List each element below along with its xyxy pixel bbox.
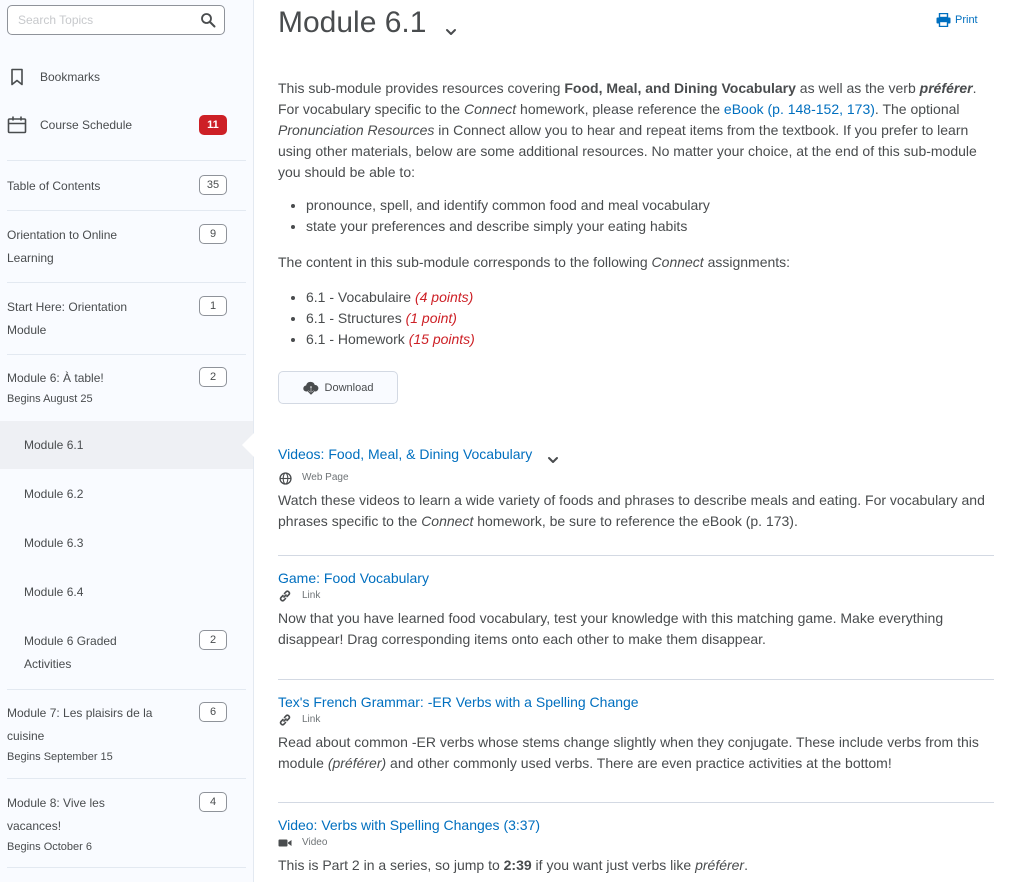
- count-badge: 9: [199, 224, 227, 244]
- assignment-name: 6.1 - Homework: [306, 331, 409, 347]
- toc-item-module-6-1[interactable]: [0, 434, 253, 458]
- toc-label: Module 8: Vive les vacances!: [7, 796, 105, 833]
- topic-link[interactable]: Video: Verbs with Spelling Changes (3:37): [278, 817, 541, 833]
- divider: [7, 867, 246, 868]
- toc-item-table-of-contents[interactable]: [0, 175, 253, 199]
- intro-paragraph: [278, 78, 994, 183]
- link-icon: [278, 589, 292, 603]
- toc-label: Module 6 Graded Activities: [24, 634, 117, 671]
- toc-label-group: [7, 702, 157, 765]
- bookmarks-label: Bookmarks: [40, 70, 101, 84]
- topic-type-label: Link: [302, 714, 321, 725]
- text-bold-italic: préférer: [919, 80, 973, 96]
- text: homework, be sure to reference the eBook (p. 173).: [473, 513, 798, 529]
- toc-label: Module 6: À table!: [7, 371, 104, 385]
- divider: [7, 778, 246, 779]
- text-italic: Pronunciation Resources: [278, 122, 435, 138]
- toc-item-start-here[interactable]: [0, 296, 253, 342]
- topic-item: [278, 815, 994, 876]
- begins-date: Begins October 6: [7, 841, 92, 853]
- toc-label: Module 6.2: [24, 487, 84, 501]
- text: Now that you have learned food vocabulary, test your knowledge with this matching game. Make everything disappear! Drag corresponding items onto each other to make them disappear.: [278, 610, 944, 647]
- text: Watch these videos to learn a wide variety of foods and phrases to describe meals and eating. For vocabulary and phrases specific to the: [278, 492, 985, 529]
- list-item: • pronounce, spell, and identify common food and meal vocabulary: [306, 195, 994, 216]
- bookmark-icon: [7, 67, 27, 87]
- count-badge: 2: [199, 367, 227, 387]
- divider: [7, 354, 246, 355]
- topic-item: [278, 444, 994, 532]
- objectives-list: [278, 195, 994, 237]
- course-schedule-label: Course Schedule: [40, 118, 133, 132]
- topic-link[interactable]: Videos: Food, Meal, & Dining Vocabulary: [278, 446, 533, 462]
- toc-item-orientation[interactable]: [0, 224, 253, 270]
- text-italic: préférer: [695, 857, 745, 873]
- toc-label: Module 6.1: [24, 438, 84, 452]
- text: as well as the verb: [795, 80, 920, 96]
- page-title: Module 6.1: [278, 6, 427, 39]
- toc-label: Start Here: Orientation Module: [7, 300, 128, 337]
- topic-description: [278, 732, 994, 774]
- list-item: • state your preferences and describe simply your eating habits: [306, 216, 994, 237]
- begins-date: Begins September 15: [7, 751, 113, 763]
- topic-description: [278, 855, 994, 876]
- toc-label: Module 6.4: [24, 585, 84, 599]
- topic-type-label: Link: [302, 590, 321, 601]
- text: assignments:: [703, 254, 791, 270]
- printer-icon: [936, 13, 951, 27]
- toc-label-group: [7, 367, 157, 407]
- list-item: [306, 287, 994, 308]
- print-label: Print: [955, 14, 978, 26]
- topic-type-label: Video: [302, 837, 328, 848]
- chevron-down-icon[interactable]: [444, 24, 458, 42]
- assignments-paragraph: [278, 252, 994, 273]
- topic-description: [278, 608, 994, 650]
- text: .: [744, 857, 748, 873]
- divider: [7, 210, 246, 211]
- assignment-name: 6.1 - Structures: [306, 310, 406, 326]
- topic-link[interactable]: Game: Food Vocabulary: [278, 570, 429, 586]
- toc-label-group: [7, 792, 127, 855]
- divider: [278, 679, 994, 680]
- chevron-down-icon[interactable]: [546, 452, 560, 470]
- text: if you want just verbs like: [531, 857, 696, 873]
- list-item: [306, 308, 994, 329]
- toc-label: Module 6.3: [24, 536, 84, 550]
- topic-type-label: Web Page: [302, 472, 349, 483]
- topic-type: [278, 589, 994, 603]
- count-badge: 6: [199, 702, 227, 722]
- text: . For vocabulary specific to the: [278, 80, 977, 117]
- assignment-points: (15 points): [408, 331, 475, 347]
- topic-description: [278, 490, 994, 532]
- assignment-name: 6.1 - Vocabulaire: [306, 289, 415, 305]
- count-badge: 2: [199, 630, 227, 650]
- search-field: [7, 5, 225, 35]
- count-badge: 1: [199, 296, 227, 316]
- text: homework, please reference the: [516, 101, 724, 117]
- link-icon: [278, 713, 292, 727]
- divider: [7, 689, 246, 690]
- text: This is Part 2 in a series, so jump to: [278, 857, 504, 873]
- begins-date: Begins August 25: [7, 393, 93, 405]
- print-button[interactable]: [936, 13, 978, 27]
- toc-label: Table of Contents: [7, 179, 101, 193]
- assignments-list: [278, 287, 994, 350]
- text-bold: Food, Meal, and Dining Vocabulary: [564, 80, 796, 96]
- toc-item-module-7[interactable]: [0, 702, 253, 764]
- globe-icon: [278, 471, 292, 485]
- topic-type: [278, 471, 994, 485]
- video-camera-icon: [278, 836, 292, 850]
- text: and other commonly used verbs. There are even practice activities at the bottom!: [386, 755, 892, 771]
- download-button[interactable]: [278, 371, 398, 404]
- search-icon[interactable]: [200, 12, 218, 30]
- topic-type: [278, 713, 994, 727]
- course-schedule-link[interactable]: [7, 115, 132, 135]
- count-badge: 35: [199, 175, 227, 195]
- toc-item-module-6[interactable]: [0, 367, 253, 409]
- sidebar: [0, 0, 254, 882]
- text-italic: (préférer): [327, 755, 387, 771]
- cloud-download-icon: [303, 381, 319, 395]
- toc-label: Orientation to Online Learning: [7, 228, 118, 265]
- bookmarks-link[interactable]: [7, 67, 100, 87]
- toc-item-module-6-4[interactable]: [0, 581, 253, 605]
- toc-item-module-6-graded[interactable]: [0, 630, 253, 676]
- ebook-link[interactable]: eBook (p. 148-152, 173): [723, 101, 875, 117]
- count-badge: 4: [199, 792, 227, 812]
- toc-label: Module 7: Les plaisirs de la cuisine: [7, 706, 153, 743]
- schedule-count-badge: 11: [199, 115, 227, 135]
- text: in Connect allow you to hear and repeat items from the textbook. If you prefer to learn using other materials, below are some additional resources. No matter your choice, at the end of this sub-module you should be able to:: [278, 122, 977, 180]
- divider: [7, 282, 246, 283]
- text: This sub-module provides resources covering: [278, 80, 565, 96]
- download-label: Download: [324, 381, 374, 394]
- topic-type: [278, 836, 994, 850]
- text: . The optional: [874, 101, 960, 117]
- assignment-points: (1 point): [405, 310, 457, 326]
- toc-item-module-6-3[interactable]: [0, 532, 253, 556]
- divider: [278, 802, 994, 803]
- text-italic: Connect: [421, 513, 474, 529]
- toc-item-module-8[interactable]: [0, 792, 253, 854]
- toc-item-module-6-2[interactable]: [0, 483, 253, 507]
- text-italic: Connect: [651, 254, 704, 270]
- topic-item: [278, 568, 994, 650]
- topic-item: [278, 692, 994, 774]
- calendar-icon: [7, 115, 27, 135]
- topic-link[interactable]: Tex's French Grammar: -ER Verbs with a Spelling Change: [278, 694, 639, 710]
- text-italic: Connect: [463, 101, 517, 117]
- divider: [278, 555, 994, 556]
- search-input[interactable]: [8, 6, 198, 34]
- text: Read about common -ER verbs whose stems change slightly when they conjugate. These include verbs from this module: [278, 734, 979, 771]
- text-bold: 2:39: [503, 857, 532, 873]
- topic-title-row: [278, 444, 994, 470]
- intro-text: [278, 78, 994, 350]
- divider: [7, 160, 246, 161]
- text: The content in this sub-module corresponds to the following: [278, 254, 652, 270]
- assignment-points: (4 points): [414, 289, 474, 305]
- list-item: [306, 329, 994, 350]
